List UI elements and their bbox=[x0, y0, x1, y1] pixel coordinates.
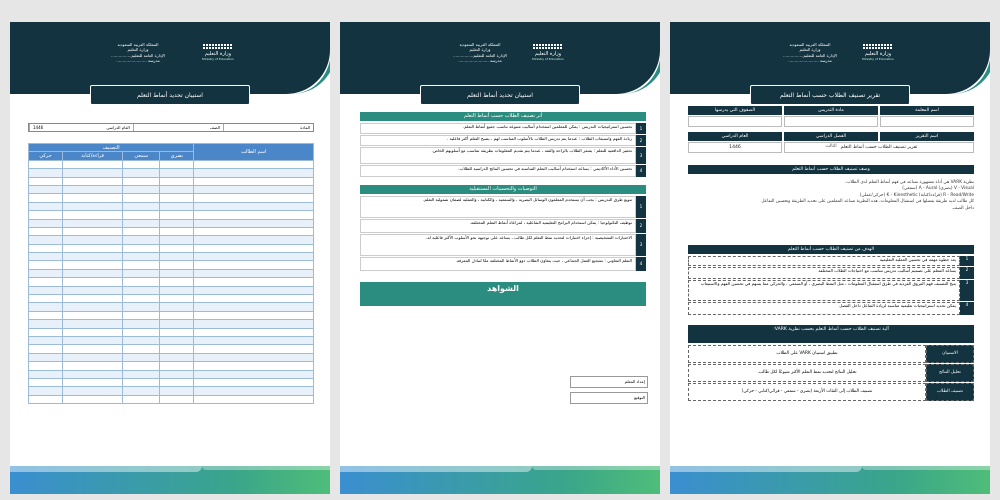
table-cell bbox=[63, 202, 123, 210]
table-cell bbox=[194, 253, 314, 261]
mechanism-step: تحليل النتائج bbox=[926, 364, 974, 382]
logo-text: وزارة التعليم bbox=[864, 51, 892, 57]
table-cell bbox=[29, 328, 63, 336]
subject-label: مادة التدريس bbox=[784, 106, 878, 115]
header-admin: الإدارة العامة للتعليم................ bbox=[111, 52, 165, 58]
table-row bbox=[29, 286, 314, 294]
table-cell bbox=[123, 177, 160, 185]
col-kinesthetic: حركي bbox=[29, 152, 63, 160]
item-text: تحسين استراتيجيات التدريس : يمكن للمعلمين استخدام أساليب متنوعة تناسب جميع أنماط التعلم. bbox=[360, 123, 636, 134]
table-cell bbox=[160, 160, 194, 168]
table-cell bbox=[63, 362, 123, 370]
section-recommendations-heading: التوصيات والتحسينات المستقبلية bbox=[360, 185, 646, 194]
vark-description bbox=[688, 180, 974, 212]
teacher-value bbox=[880, 116, 974, 127]
table-cell bbox=[63, 160, 123, 168]
table-cell bbox=[194, 219, 314, 227]
subject-label: المادة bbox=[300, 125, 310, 130]
table-cell bbox=[29, 211, 63, 219]
class-label: الصف bbox=[210, 125, 220, 130]
table-row bbox=[29, 202, 314, 210]
item-text: تنويع طرق التدريس : يجب أن يستخدم المعلمون الوسائل البصرية ، والسمعية ، والكتابية ، والعملية لضمان شمولية التعلم. bbox=[360, 196, 636, 218]
desc-line: داخل الصف. bbox=[951, 205, 974, 211]
table-cell bbox=[194, 169, 314, 177]
table-cell bbox=[63, 353, 123, 361]
table-cell bbox=[123, 362, 160, 370]
table-cell bbox=[63, 378, 123, 386]
table-cell bbox=[123, 269, 160, 277]
item-number: 1 bbox=[960, 256, 974, 266]
table-cell bbox=[123, 236, 160, 244]
table-cell bbox=[194, 345, 314, 353]
table-row bbox=[29, 295, 314, 303]
classes-value bbox=[688, 116, 782, 127]
section-impact-heading: أثر تصنيف الطلاب حسب أنماط التعلم bbox=[360, 112, 646, 121]
item-text: تحفيز الدافعية للتعلم : يشعر الطلاب بالراحة والثقة ، عندما يتم تقديم المعلومات بطريقة تتناسب مع أسلوبهم الخاص. bbox=[360, 147, 636, 164]
table-cell bbox=[29, 169, 63, 177]
table-cell bbox=[29, 336, 63, 344]
table-cell bbox=[63, 236, 123, 244]
table-row bbox=[29, 261, 314, 269]
table-cell bbox=[63, 227, 123, 235]
table-row bbox=[29, 345, 314, 353]
desc-line: V - Visual (بصري) A - Aural (سمعي) bbox=[902, 186, 974, 192]
table-cell bbox=[160, 320, 194, 328]
table-cell bbox=[194, 236, 314, 244]
table-cell bbox=[160, 169, 194, 177]
table-cell bbox=[160, 219, 194, 227]
table-row bbox=[29, 185, 314, 193]
table-cell bbox=[63, 253, 123, 261]
table-row bbox=[29, 362, 314, 370]
col-visual: بصري bbox=[160, 152, 194, 160]
page-title: استبيان تحديد أنماط التعلم bbox=[90, 85, 250, 105]
item-text: توظيف التكنولوجيا : يمكن استخدام البرامج التعليمية التفاعلية ، لمراعاة أنماط التعلم المختلفة. bbox=[360, 219, 636, 233]
table-cell bbox=[194, 378, 314, 386]
table-cell bbox=[63, 295, 123, 303]
table-cell bbox=[194, 160, 314, 168]
table-row bbox=[29, 336, 314, 344]
table-cell bbox=[194, 311, 314, 319]
goal-item bbox=[688, 256, 974, 266]
impact-item bbox=[360, 135, 646, 146]
section-mechanism-heading: آلية تصنيف الطلاب حسب أنماط التعلم بحسب نظرية VARK: bbox=[688, 325, 974, 343]
item-number: 3 bbox=[636, 234, 646, 256]
table-cell bbox=[63, 387, 123, 395]
item-number: 2 bbox=[636, 219, 646, 233]
ministry-logo bbox=[848, 44, 908, 74]
table-cell bbox=[160, 202, 194, 210]
header-ministry: وزارة التعليم bbox=[127, 47, 149, 53]
table-cell bbox=[63, 261, 123, 269]
ministry-logo bbox=[188, 44, 248, 74]
table-row bbox=[29, 160, 314, 168]
table-cell bbox=[29, 278, 63, 286]
table-cell bbox=[63, 395, 123, 403]
page-survey-table bbox=[10, 22, 330, 494]
header-country: المملكة العربية السعودية bbox=[789, 42, 831, 47]
table-cell bbox=[29, 362, 63, 370]
table-row bbox=[29, 311, 314, 319]
table-cell bbox=[123, 370, 160, 378]
goal-item bbox=[688, 302, 974, 315]
section-evidence-heading: الشواهد bbox=[360, 282, 646, 306]
table-cell bbox=[63, 320, 123, 328]
table-cell bbox=[63, 278, 123, 286]
table-row bbox=[29, 370, 314, 378]
table-cell bbox=[123, 253, 160, 261]
table-cell bbox=[29, 244, 63, 252]
students-table-body bbox=[29, 160, 314, 403]
table-cell bbox=[194, 395, 314, 403]
item-number: 1 bbox=[636, 123, 646, 134]
table-cell bbox=[194, 177, 314, 185]
table-row bbox=[29, 244, 314, 252]
table-cell bbox=[123, 328, 160, 336]
table-cell bbox=[29, 269, 63, 277]
header-country: المملكة العربية السعودية bbox=[459, 42, 501, 47]
subject-value bbox=[784, 116, 878, 127]
table-cell bbox=[29, 353, 63, 361]
table-cell bbox=[29, 311, 63, 319]
teacher-field: إعداد المعلم bbox=[570, 376, 648, 388]
table-cell bbox=[123, 169, 160, 177]
table-cell bbox=[123, 211, 160, 219]
table-cell bbox=[123, 395, 160, 403]
table-cell bbox=[123, 336, 160, 344]
table-cell bbox=[29, 295, 63, 303]
table-cell bbox=[123, 227, 160, 235]
recommendation-item bbox=[360, 219, 646, 233]
table-cell bbox=[29, 236, 63, 244]
year-value: 1446 bbox=[29, 124, 103, 131]
table-cell bbox=[29, 378, 63, 386]
table-cell bbox=[194, 185, 314, 193]
header-school: مدرسة ........................ bbox=[788, 58, 832, 64]
page-header bbox=[340, 22, 660, 94]
col-student-name: اسم الطالب bbox=[194, 144, 314, 161]
page-title: استبيان تحديد أنماط التعلم bbox=[420, 85, 580, 105]
item-number: 4 bbox=[636, 257, 646, 271]
table-cell bbox=[123, 311, 160, 319]
item-number: 3 bbox=[636, 147, 646, 164]
logo-subtext: Ministry of Education bbox=[862, 57, 894, 61]
section-description-heading: وصف تصنيف الطلاب حسب أنماط التعلم bbox=[688, 165, 974, 174]
mechanism-row bbox=[688, 345, 974, 363]
table-row bbox=[29, 211, 314, 219]
table-cell bbox=[63, 169, 123, 177]
table-cell bbox=[63, 269, 123, 277]
table-cell bbox=[123, 353, 160, 361]
table-cell bbox=[63, 219, 123, 227]
table-cell bbox=[160, 227, 194, 235]
term-value: الثالث bbox=[825, 144, 837, 149]
impact-item bbox=[360, 123, 646, 134]
table-cell bbox=[160, 370, 194, 378]
desc-line: كل طالب لديه طريقة يفضلها في استقبال المعلومات، هذه النظرية تساعد المعلمين على تحديد الطريقة وتحسين التفاعل bbox=[761, 199, 974, 205]
teacher-label: اسم المعلمة bbox=[880, 106, 974, 115]
table-cell bbox=[29, 177, 63, 185]
table-cell bbox=[160, 244, 194, 252]
table-cell bbox=[29, 387, 63, 395]
item-text: يعد خطوة مهمة في تحسين العملية التعليمية bbox=[688, 256, 960, 266]
item-text: يساعد المعلم على تصميم أساليب تدريس تتناسب مع احتياجات الطلاب المختلفة bbox=[688, 267, 960, 279]
header-country: المملكة العربية السعودية bbox=[117, 42, 159, 47]
table-cell bbox=[160, 177, 194, 185]
table-row bbox=[29, 194, 314, 202]
table-row bbox=[29, 219, 314, 227]
mechanism-step: الاستبيان bbox=[926, 345, 974, 363]
table-cell bbox=[123, 194, 160, 202]
table-cell bbox=[29, 227, 63, 235]
impact-item bbox=[360, 147, 646, 164]
table-cell bbox=[160, 261, 194, 269]
table-cell bbox=[123, 320, 160, 328]
table-cell bbox=[29, 202, 63, 210]
table-cell bbox=[123, 295, 160, 303]
logo-text: وزارة التعليم bbox=[534, 51, 562, 57]
table-row bbox=[29, 353, 314, 361]
table-cell bbox=[194, 278, 314, 286]
goal-item bbox=[688, 280, 974, 301]
mechanism-row bbox=[688, 383, 974, 401]
table-cell bbox=[194, 336, 314, 344]
table-cell bbox=[29, 320, 63, 328]
table-row bbox=[29, 227, 314, 235]
table-cell bbox=[160, 236, 194, 244]
students-table bbox=[28, 143, 314, 404]
table-cell bbox=[160, 194, 194, 202]
table-cell bbox=[123, 286, 160, 294]
table-cell bbox=[194, 261, 314, 269]
page-report bbox=[670, 22, 990, 494]
year-label: العام الدراسي bbox=[688, 132, 782, 141]
table-cell bbox=[29, 303, 63, 311]
table-cell bbox=[194, 303, 314, 311]
mechanism-row bbox=[688, 364, 974, 382]
table-cell bbox=[63, 303, 123, 311]
table-cell bbox=[194, 370, 314, 378]
header-text bbox=[78, 42, 198, 64]
header-ministry: وزارة التعليم bbox=[799, 47, 821, 53]
mechanism-text: تطبيق استبيان VARK على الطلاب bbox=[688, 345, 926, 363]
item-number: 3 bbox=[960, 280, 974, 301]
table-cell bbox=[63, 345, 123, 353]
table-row bbox=[29, 236, 314, 244]
item-number: 4 bbox=[960, 302, 974, 315]
item-number: 2 bbox=[636, 135, 646, 146]
table-cell bbox=[63, 211, 123, 219]
header-admin: الإدارة العامة للتعليم................ bbox=[783, 52, 837, 58]
page-footer bbox=[340, 466, 660, 494]
table-cell bbox=[194, 202, 314, 210]
desc-line: R - Read/Write (قراءة/كتابة) K - Kinesthetic (حركي/عملي) bbox=[859, 192, 974, 198]
table-cell bbox=[194, 328, 314, 336]
table-cell bbox=[194, 211, 314, 219]
table-cell bbox=[194, 353, 314, 361]
table-cell bbox=[63, 185, 123, 193]
item-number: 4 bbox=[636, 165, 646, 177]
recommendation-item bbox=[360, 257, 646, 271]
table-cell bbox=[160, 211, 194, 219]
term-label: الفصل الدراسي bbox=[784, 132, 878, 141]
table-cell bbox=[160, 353, 194, 361]
signature-field: التوقيع bbox=[570, 392, 648, 404]
table-cell bbox=[63, 311, 123, 319]
table-row bbox=[29, 177, 314, 185]
table-row bbox=[29, 378, 314, 386]
item-text: يمكن تحديد استراتيجيات تعليمية مناسبة لزيادة التفاعل داخل الفصل bbox=[688, 302, 960, 315]
table-cell bbox=[194, 320, 314, 328]
col-read-write: قراءة/كتابة bbox=[63, 152, 123, 160]
mechanism-text: تصنيف الطلاب إلى الفئات الأربعة (بصري - سمعي - قرائي/كتابي - حركي) bbox=[688, 383, 926, 401]
item-text: الاختبارات التشخيصية : إجراء اختبارات لتحديد نمط التعلم لكل طالب ، يساعد على توجيهه نحو الأسلوب الأكثر فاعلية له. bbox=[360, 234, 636, 256]
table-cell bbox=[123, 378, 160, 386]
recommendation-item bbox=[360, 234, 646, 256]
info-bar bbox=[28, 123, 314, 132]
table-cell bbox=[123, 387, 160, 395]
report-value: تقرير تصنيف الطلاب حسب أنماط التعلم bbox=[784, 142, 974, 153]
mechanism-step: تصنيف الطلاب bbox=[926, 383, 974, 401]
table-cell bbox=[63, 194, 123, 202]
item-number: 2 bbox=[960, 267, 974, 279]
table-cell bbox=[160, 278, 194, 286]
page-header bbox=[670, 22, 990, 94]
table-cell bbox=[123, 261, 160, 269]
year-label: العام الدراسي bbox=[106, 125, 130, 130]
table-cell bbox=[160, 185, 194, 193]
table-cell bbox=[123, 219, 160, 227]
table-row bbox=[29, 269, 314, 277]
table-cell bbox=[194, 194, 314, 202]
table-cell bbox=[63, 244, 123, 252]
table-row bbox=[29, 253, 314, 261]
col-auditory: سمعي bbox=[123, 152, 160, 160]
table-cell bbox=[160, 303, 194, 311]
table-cell bbox=[194, 227, 314, 235]
table-cell bbox=[29, 253, 63, 261]
year-value: 1446 bbox=[688, 142, 782, 153]
table-cell bbox=[160, 395, 194, 403]
table-cell bbox=[123, 278, 160, 286]
table-cell bbox=[194, 244, 314, 252]
report-label: اسم التقرير bbox=[880, 132, 974, 141]
logo-subtext: Ministry of Education bbox=[532, 57, 564, 61]
table-cell bbox=[63, 286, 123, 294]
table-row bbox=[29, 169, 314, 177]
page-header bbox=[10, 22, 330, 94]
table-row bbox=[29, 303, 314, 311]
table-cell bbox=[29, 194, 63, 202]
page-impact-recommendations bbox=[340, 22, 660, 494]
table-cell bbox=[63, 370, 123, 378]
col-classification: التصنيف bbox=[29, 144, 194, 152]
table-cell bbox=[160, 328, 194, 336]
table-cell bbox=[29, 160, 63, 168]
table-cell bbox=[160, 311, 194, 319]
impact-item bbox=[360, 165, 646, 177]
table-cell bbox=[160, 269, 194, 277]
table-cell bbox=[63, 336, 123, 344]
table-cell bbox=[123, 303, 160, 311]
page-footer bbox=[670, 466, 990, 494]
item-number: 1 bbox=[636, 196, 646, 218]
table-row bbox=[29, 328, 314, 336]
item-text: تحسين الأداء الأكاديمي : يساعد استخدام أساليب التعلم المناسبة في تحسين النتائج الدراسية للطلاب. bbox=[360, 165, 636, 177]
table-row bbox=[29, 395, 314, 403]
logo-text: وزارة التعليم bbox=[204, 51, 232, 57]
header-admin: الإدارة العامة للتعليم................ bbox=[453, 52, 507, 58]
header-school: مدرسة ........................ bbox=[458, 58, 502, 64]
table-cell bbox=[194, 387, 314, 395]
table-cell bbox=[123, 160, 160, 168]
table-cell bbox=[29, 395, 63, 403]
table-cell bbox=[160, 345, 194, 353]
page-title: تقرير تصنيف الطلاب حسب أنماط التعلم bbox=[750, 85, 910, 105]
page-footer bbox=[10, 466, 330, 494]
table-cell bbox=[123, 244, 160, 252]
table-cell bbox=[160, 253, 194, 261]
header-ministry: وزارة التعليم bbox=[469, 47, 491, 53]
table-cell bbox=[29, 185, 63, 193]
item-text: التعلم التعاوني : تشجيع العمل الجماعي ، حيث يتعاون الطلاب ذوو الأنماط المختلفة معًا لتبادل المعرفة. bbox=[360, 257, 636, 271]
table-cell bbox=[160, 378, 194, 386]
table-cell bbox=[123, 202, 160, 210]
table-cell bbox=[29, 370, 63, 378]
table-cell bbox=[160, 286, 194, 294]
table-cell bbox=[123, 345, 160, 353]
table-row bbox=[29, 278, 314, 286]
ministry-logo bbox=[518, 44, 578, 74]
table-cell bbox=[160, 295, 194, 303]
header-school: مدرسة ........................ bbox=[116, 58, 160, 64]
goal-item bbox=[688, 267, 974, 279]
table-row bbox=[29, 387, 314, 395]
table-cell bbox=[63, 177, 123, 185]
item-text: يتيح التصنيف فهم الفروق الفردية في طرق استقبال المعلومات ، مثل النمط البصري ، أو السمعي ، والحركي مما يسهم في تحسين الفهم والاستيعاب bbox=[688, 280, 960, 301]
logo-subtext: Ministry of Education bbox=[202, 57, 234, 61]
table-row bbox=[29, 320, 314, 328]
table-cell bbox=[194, 269, 314, 277]
table-cell bbox=[160, 362, 194, 370]
recommendation-item bbox=[360, 196, 646, 218]
table-cell bbox=[29, 261, 63, 269]
table-cell bbox=[29, 286, 63, 294]
table-cell bbox=[123, 185, 160, 193]
classes-label: الصفوف التي يدرسها bbox=[688, 106, 782, 115]
table-cell bbox=[194, 286, 314, 294]
table-cell bbox=[29, 345, 63, 353]
table-cell bbox=[194, 295, 314, 303]
table-cell bbox=[63, 328, 123, 336]
item-text: زيادة الفهم واستيعاب الطلاب : عندما يتم تدريس الطلاب بالأسلوب المناسب لهم ، يصبح التعلم أكثر فاعلية . bbox=[360, 135, 636, 146]
subject-value bbox=[223, 124, 297, 131]
table-cell bbox=[160, 387, 194, 395]
desc-line: نظرية VARK هي أداة مشهورة تساعد في فهم أنماط التعلم لدى الطلاب. bbox=[844, 180, 974, 185]
table-cell bbox=[29, 219, 63, 227]
mechanism-text: تحليل النتائج لتحديد نمط التعلم الأكثر شيوعًا لكل طالب. bbox=[688, 364, 926, 382]
class-value bbox=[133, 124, 207, 131]
section-goal-heading: الهدف من تصنيف الطلاب حسب أنماط التعلم bbox=[688, 245, 974, 254]
table-cell bbox=[194, 362, 314, 370]
table-cell bbox=[160, 336, 194, 344]
